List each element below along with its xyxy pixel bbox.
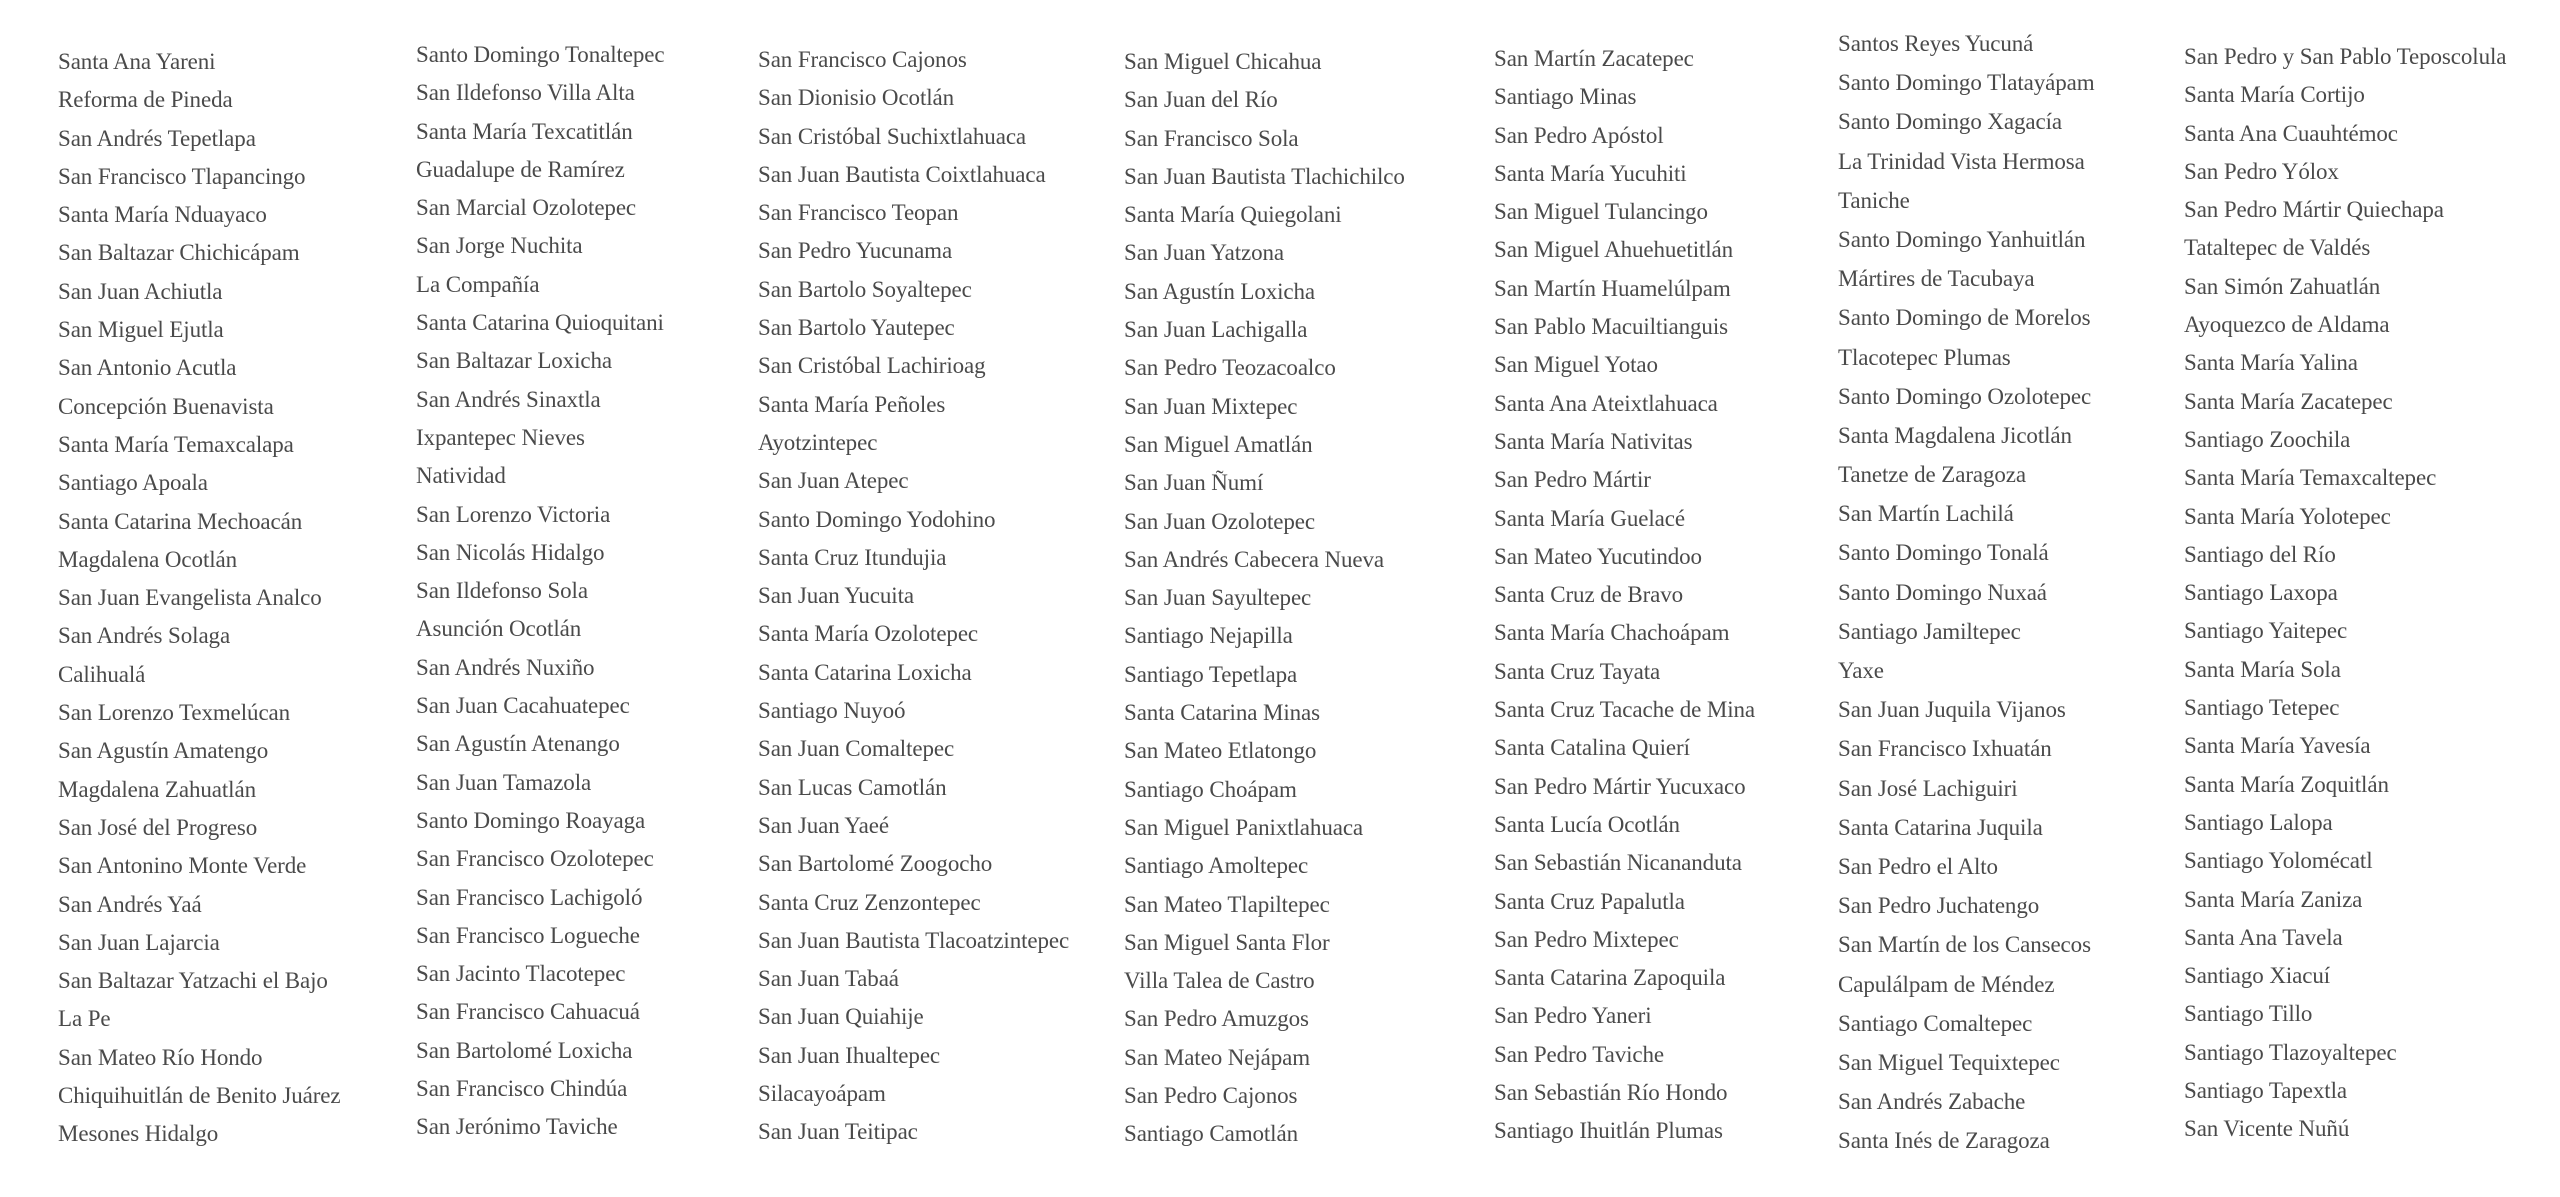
place-name: Santo Domingo de Morelos: [1838, 305, 2091, 331]
place-name: Santiago del Río: [2184, 541, 2336, 567]
place-name: Santiago Comaltepec: [1838, 1010, 2033, 1036]
place-name: Santiago Yolomécatl: [2184, 848, 2373, 874]
column-4: [1124, 0, 1454, 1155]
place-name: San Pedro Juchatengo: [1838, 893, 2040, 919]
column-1: [58, 0, 368, 1155]
place-name: Santa Ana Yareni: [58, 49, 216, 74]
place-name: San Juan Cacahuatepec: [416, 693, 630, 719]
place-name: Capulálpam de Méndez: [1838, 971, 2055, 997]
place-name: San Ildefonso Sola: [416, 578, 588, 604]
place-name: San Pedro Teozacoalco: [1124, 355, 1336, 381]
place-name: San Bartolomé Loxicha: [416, 1037, 633, 1063]
place-name: San Mateo Yucutindoo: [1494, 543, 1702, 569]
place-name: San Miguel Ahuehuetitlán: [1494, 237, 1734, 263]
place-name: San Andrés Yaá: [58, 891, 202, 917]
place-name: Santa María Yolotepec: [2184, 503, 2391, 529]
place-name: San Juan del Río: [1124, 87, 1278, 113]
place-name: Mártires de Tacubaya: [1838, 266, 2035, 292]
place-name: Guadalupe de Ramírez: [416, 156, 625, 182]
place-name: San Lorenzo Victoria: [416, 501, 611, 527]
place-name: Magdalena Ocotlán: [58, 546, 238, 572]
place-name: Santiago Yaitepec: [2184, 618, 2348, 644]
place-name: San Juan Evangelista Analco: [58, 585, 322, 611]
place-name: San Martín Lachilá: [1838, 501, 2014, 527]
place-name: Santa Cruz Tacache de Mina: [1494, 697, 1756, 723]
place-name: San Bartolo Yautepec: [758, 315, 955, 341]
place-name: San Juan Ñumí: [1124, 470, 1264, 496]
place-name: San Andrés Sinaxtla: [416, 386, 601, 412]
place-name: Mesones Hidalgo: [58, 1121, 219, 1147]
place-list: [1494, 40, 1755, 1151]
place-name: San Bartolomé Zoogocho: [758, 851, 993, 877]
place-name: Santiago Nuyoó: [758, 698, 906, 724]
place-name: Santa María Peñoles: [758, 391, 946, 417]
place-name: San Lorenzo Texmelúcan: [58, 700, 291, 726]
place-name: Santiago Lalopa: [2184, 809, 2333, 835]
place-name: San Andrés Nuxiño: [416, 654, 595, 680]
place-name: Santa Catarina Juquila: [1838, 814, 2043, 840]
place-name: Santiago Laxopa: [2184, 580, 2338, 606]
place-name: San Pedro Mártir Yucuxaco: [1494, 773, 1746, 799]
place-name: Santa Catarina Minas: [1124, 700, 1321, 726]
place-name: Santo Domingo Tonalá: [1838, 540, 2049, 566]
place-name: Santa María Texcatitlán: [416, 118, 633, 144]
place-name: Natividad: [416, 463, 506, 489]
place-name: San Pablo Macuiltianguis: [1494, 314, 1728, 340]
place-name: Santiago Tetepec: [2184, 695, 2340, 721]
place-name: San Miguel Amatlán: [1124, 431, 1313, 457]
place-name: San Andrés Zabache: [1838, 1089, 2026, 1115]
place-name: San Juan Quiahije: [758, 1004, 924, 1030]
place-list: [1124, 43, 1405, 1154]
place-name: San Pedro Mártir Quiechapa: [2184, 197, 2444, 223]
place-name: La Pe: [58, 1006, 111, 1032]
place-name: San Martín de los Cansecos: [1838, 932, 2091, 958]
place-name: Reforma de Pineda: [58, 87, 233, 113]
place-name: Santiago Tlazoyaltepec: [2184, 1039, 2397, 1065]
place-name: Santiago Xiacuí: [2184, 963, 2331, 989]
place-name: Taniche: [1838, 187, 1910, 213]
place-name: San Juan Yucuita: [758, 583, 914, 609]
place-name: San Juan Sayultepec: [1124, 585, 1312, 611]
place-name: Concepción Buenavista: [58, 393, 274, 419]
place-name: San Vicente Nuñú: [2184, 1116, 2350, 1142]
place-name: San Pedro Yaneri: [1494, 1003, 1652, 1029]
place-name: Santo Domingo Roayaga: [416, 807, 646, 833]
place-name: San Agustín Loxicha: [1124, 278, 1316, 304]
place-name: Santo Domingo Yanhuitlán: [1838, 226, 2086, 252]
place-name: Santa María Yucuhiti: [1494, 160, 1687, 186]
place-name: San Miguel Panixtlahuaca: [1124, 814, 1364, 840]
place-name: San Francisco Lachigoló: [416, 884, 643, 910]
place-name: San Juan Bautista Tlachichilco: [1124, 163, 1405, 189]
place-name: San Juan Tamazola: [416, 769, 592, 795]
place-name: San Juan Tabaá: [758, 966, 899, 992]
column-7: [2184, 0, 2560, 1155]
place-name: Tataltepec de Valdés: [2184, 235, 2371, 261]
place-name: San Martín Zacatepec: [1494, 46, 1694, 71]
place-name: Santiago Camotlán: [1124, 1121, 1298, 1147]
place-name: Yaxe: [1838, 658, 1884, 683]
place-name: San Antonino Monte Verde: [58, 853, 307, 879]
place-name: Ayoquezco de Aldama: [2184, 312, 2390, 338]
column-6: [1838, 0, 2168, 1155]
place-name: San Marcial Ozolotepec: [416, 195, 637, 221]
place-name: Santos Reyes Yucuná: [1838, 31, 2034, 56]
place-name: San Francisco Tlapancingo: [58, 163, 306, 189]
place-name: San Juan Achiutla: [58, 278, 223, 304]
place-name: Santa Catalina Quierí: [1494, 735, 1690, 761]
place-name: Santa María Zoquitlán: [2184, 771, 2389, 797]
place-name: Santa Cruz de Bravo: [1494, 582, 1684, 608]
place-name: San Juan Ihualtepec: [758, 1042, 941, 1068]
place-name: San Simón Zahuatlán: [2184, 273, 2381, 299]
place-name: Ayotzintepec: [758, 429, 878, 455]
place-name: San Pedro Taviche: [1494, 1041, 1665, 1067]
place-name: La Trinidad Vista Hermosa: [1838, 148, 2085, 174]
place-name: Santo Domingo Ozolotepec: [1838, 383, 2092, 409]
place-name: Santa Cruz Tayata: [1494, 658, 1661, 684]
place-name: San Juan Bautista Tlacoatzintepec: [758, 927, 1070, 953]
place-name: San Juan Lajarcia: [58, 929, 220, 955]
place-name: San Cristóbal Suchixtlahuaca: [758, 123, 1027, 149]
place-name: Santa María Zacatepec: [2184, 388, 2393, 414]
place-name: San Lucas Camotlán: [758, 774, 947, 800]
place-name: San Mateo Río Hondo: [58, 1044, 263, 1070]
place-name: San Andrés Tepetlapa: [58, 125, 256, 151]
place-list: [758, 41, 1069, 1152]
place-name: Santa Lucía Ocotlán: [1494, 811, 1680, 837]
place-name: Santiago Tillo: [2184, 1001, 2313, 1027]
place-name: San Francisco Ozolotepec: [416, 846, 654, 872]
place-name: San Miguel Ejutla: [58, 317, 224, 343]
place-name: Santa María Quiegolani: [1124, 202, 1342, 228]
place-name: Santa Cruz Itundujia: [758, 544, 947, 570]
place-name: San Pedro el Alto: [1838, 853, 1998, 879]
place-name: Santa Cruz Papalutla: [1494, 888, 1685, 914]
place-name: Santa María Nduayaco: [58, 202, 267, 228]
place-name: Santo Domingo Xagacía: [1838, 109, 2063, 135]
column-3: [758, 0, 1073, 1155]
place-name: Santa María Nativitas: [1494, 428, 1693, 454]
place-name: San Francisco Cahuacuá: [416, 999, 640, 1025]
place-name: San Pedro Amuzgos: [1124, 1006, 1309, 1032]
place-name: Santa Ana Ateixtlahuaca: [1494, 390, 1718, 416]
place-name: San Antonio Acutla: [58, 355, 237, 381]
place-name: Santiago Choápam: [1124, 776, 1297, 802]
place-name: Santa María Yalina: [2184, 350, 2358, 376]
place-name: San Nicolás Hidalgo: [416, 539, 605, 565]
place-name: Santiago Minas: [1494, 84, 1637, 110]
place-name: San Miguel Tequixtepec: [1838, 1049, 2060, 1075]
place-name: San Juan Lachigalla: [1124, 317, 1308, 343]
place-name: Santo Domingo Nuxaá: [1838, 579, 2047, 605]
place-name: San Juan Teitipac: [758, 1119, 918, 1145]
place-name: San Mateo Etlatongo: [1124, 738, 1317, 764]
place-name: San Juan Juquila Vijanos: [1838, 697, 2066, 723]
place-list: [2184, 38, 2506, 1149]
place-name: Magdalena Zahuatlán: [58, 776, 256, 802]
place-name: Santiago Ihuitlán Plumas: [1494, 1118, 1723, 1144]
place-name: San Sebastián Río Hondo: [1494, 1080, 1728, 1106]
place-name: San Francisco Logueche: [416, 922, 640, 948]
place-name: San Mateo Nejápam: [1124, 1044, 1311, 1070]
place-name: San Baltazar Chichicápam: [58, 240, 300, 266]
place-name: Santa María Chachoápam: [1494, 620, 1730, 646]
place-name: Santa Inés de Zaragoza: [1838, 1128, 2050, 1154]
place-name: Santa Ana Cuauhtémoc: [2184, 120, 2398, 146]
place-list: [1838, 24, 2095, 1155]
place-name: Santiago Zoochila: [2184, 426, 2351, 452]
place-name: San Juan Atepec: [758, 468, 909, 494]
place-name: Santa María Sola: [2184, 656, 2341, 682]
place-name: San Ildefonso Villa Alta: [416, 80, 635, 106]
place-name: San Pedro Mártir: [1494, 467, 1651, 493]
place-name: San Martín Huamelúlpam: [1494, 275, 1731, 301]
place-name: Tanetze de Zaragoza: [1838, 462, 2027, 488]
place-name: San Francisco Teopan: [758, 200, 959, 226]
place-name: San Jerónimo Taviche: [416, 1114, 618, 1140]
place-name: Villa Talea de Castro: [1124, 968, 1315, 994]
place-name: San Baltazar Loxicha: [416, 348, 612, 374]
place-name: San Andrés Cabecera Nueva: [1124, 546, 1384, 572]
place-name: San Cristóbal Lachirioag: [758, 353, 986, 379]
place-name: Santo Domingo Yodohino: [758, 506, 996, 532]
place-name: Santa Magdalena Jicotlán: [1838, 422, 2072, 448]
place-name: Santa María Guelacé: [1494, 505, 1685, 531]
place-name: Santa Catarina Mechoacán: [58, 508, 303, 534]
place-name: Santa Catarina Zapoquila: [1494, 965, 1726, 991]
place-name: San Baltazar Yatzachi el Bajo: [58, 968, 328, 994]
place-name: Santo Domingo Tonaltepec: [416, 42, 665, 67]
place-name: Santa María Temaxcaltepec: [2184, 465, 2437, 491]
place-name: San Jacinto Tlacotepec: [416, 961, 626, 987]
place-name: San Agustín Atenango: [416, 731, 620, 757]
place-name: Santiago Apoala: [58, 470, 208, 496]
place-name: San Juan Comaltepec: [758, 736, 955, 762]
place-name: San Juan Bautista Coixtlahuaca: [758, 161, 1046, 187]
column-2: [416, 0, 716, 1155]
place-name: Santiago Tapextla: [2184, 1078, 2347, 1104]
place-name: Santa Catarina Loxicha: [758, 659, 972, 685]
place-name: Santa María Zaniza: [2184, 886, 2363, 912]
place-name: Santiago Jamiltepec: [1838, 618, 2021, 644]
place-name: San Agustín Amatengo: [58, 738, 269, 764]
place-name: San Juan Ozolotepec: [1124, 508, 1315, 534]
place-name: Santa Cruz Zenzontepec: [758, 889, 981, 915]
place-list: [58, 43, 341, 1154]
place-name: San José del Progreso: [58, 814, 258, 840]
place-name: San Pedro Yólox: [2184, 158, 2339, 184]
place-name: Santiago Tepetlapa: [1124, 661, 1298, 687]
place-name: Tlacotepec Plumas: [1838, 344, 2011, 370]
place-name: San Pedro Yucunama: [758, 238, 953, 264]
place-name: San Miguel Tulancingo: [1494, 199, 1708, 225]
place-name: San Juan Yatzona: [1124, 240, 1285, 266]
place-name: San Juan Yaeé: [758, 812, 889, 838]
place-name: San Pedro y San Pablo Teposcolula: [2184, 44, 2507, 69]
place-name: San Juan Mixtepec: [1124, 393, 1298, 419]
place-name: Santiago Amoltepec: [1124, 853, 1309, 879]
place-name: Asunción Ocotlán: [416, 616, 582, 642]
place-list: [416, 36, 665, 1147]
place-name: San Pedro Mixtepec: [1494, 926, 1679, 952]
place-name: San Miguel Santa Flor: [1124, 929, 1330, 955]
place-name: San Francisco Sola: [1124, 125, 1299, 151]
place-name: Santa María Temaxcalapa: [58, 431, 294, 457]
place-name: San Miguel Chicahua: [1124, 49, 1322, 74]
place-name: San Miguel Yotao: [1494, 352, 1658, 378]
place-name: Santa Catarina Quioquitani: [416, 310, 664, 336]
place-name: Silacayoápam: [758, 1081, 886, 1107]
place-name: San Pedro Cajonos: [1124, 1083, 1298, 1109]
place-name: San Sebastián Nicananduta: [1494, 850, 1742, 876]
place-name: San Mateo Tlapiltepec: [1124, 891, 1330, 917]
place-name: San Francisco Ixhuatán: [1838, 736, 2052, 762]
place-name: San José Lachiguiri: [1838, 775, 2018, 801]
place-name: Santo Domingo Tlatayápam: [1838, 70, 2095, 96]
place-name: San Pedro Apóstol: [1494, 122, 1664, 148]
place-name: Santa Ana Tavela: [2184, 924, 2343, 950]
place-name: Santa María Ozolotepec: [758, 621, 979, 647]
place-name: Ixpantepec Nieves: [416, 424, 585, 450]
place-name: San Dionisio Ocotlán: [758, 85, 955, 111]
place-name: San Bartolo Soyaltepec: [758, 276, 972, 302]
place-name: Calihualá: [58, 661, 146, 687]
place-name: San Francisco Chindúa: [416, 1076, 628, 1102]
place-name: San Jorge Nuchita: [416, 233, 583, 259]
place-name: La Compañía: [416, 271, 540, 297]
place-name: Chiquihuitlán de Benito Juárez: [58, 1083, 341, 1109]
place-name: San Francisco Cajonos: [758, 47, 967, 72]
place-name: Santa María Yavesía: [2184, 733, 2371, 759]
place-name: Santa María Cortijo: [2184, 82, 2365, 108]
column-5: [1494, 0, 1814, 1155]
place-name: Santiago Nejapilla: [1124, 623, 1293, 649]
place-name: San Andrés Solaga: [58, 623, 231, 649]
